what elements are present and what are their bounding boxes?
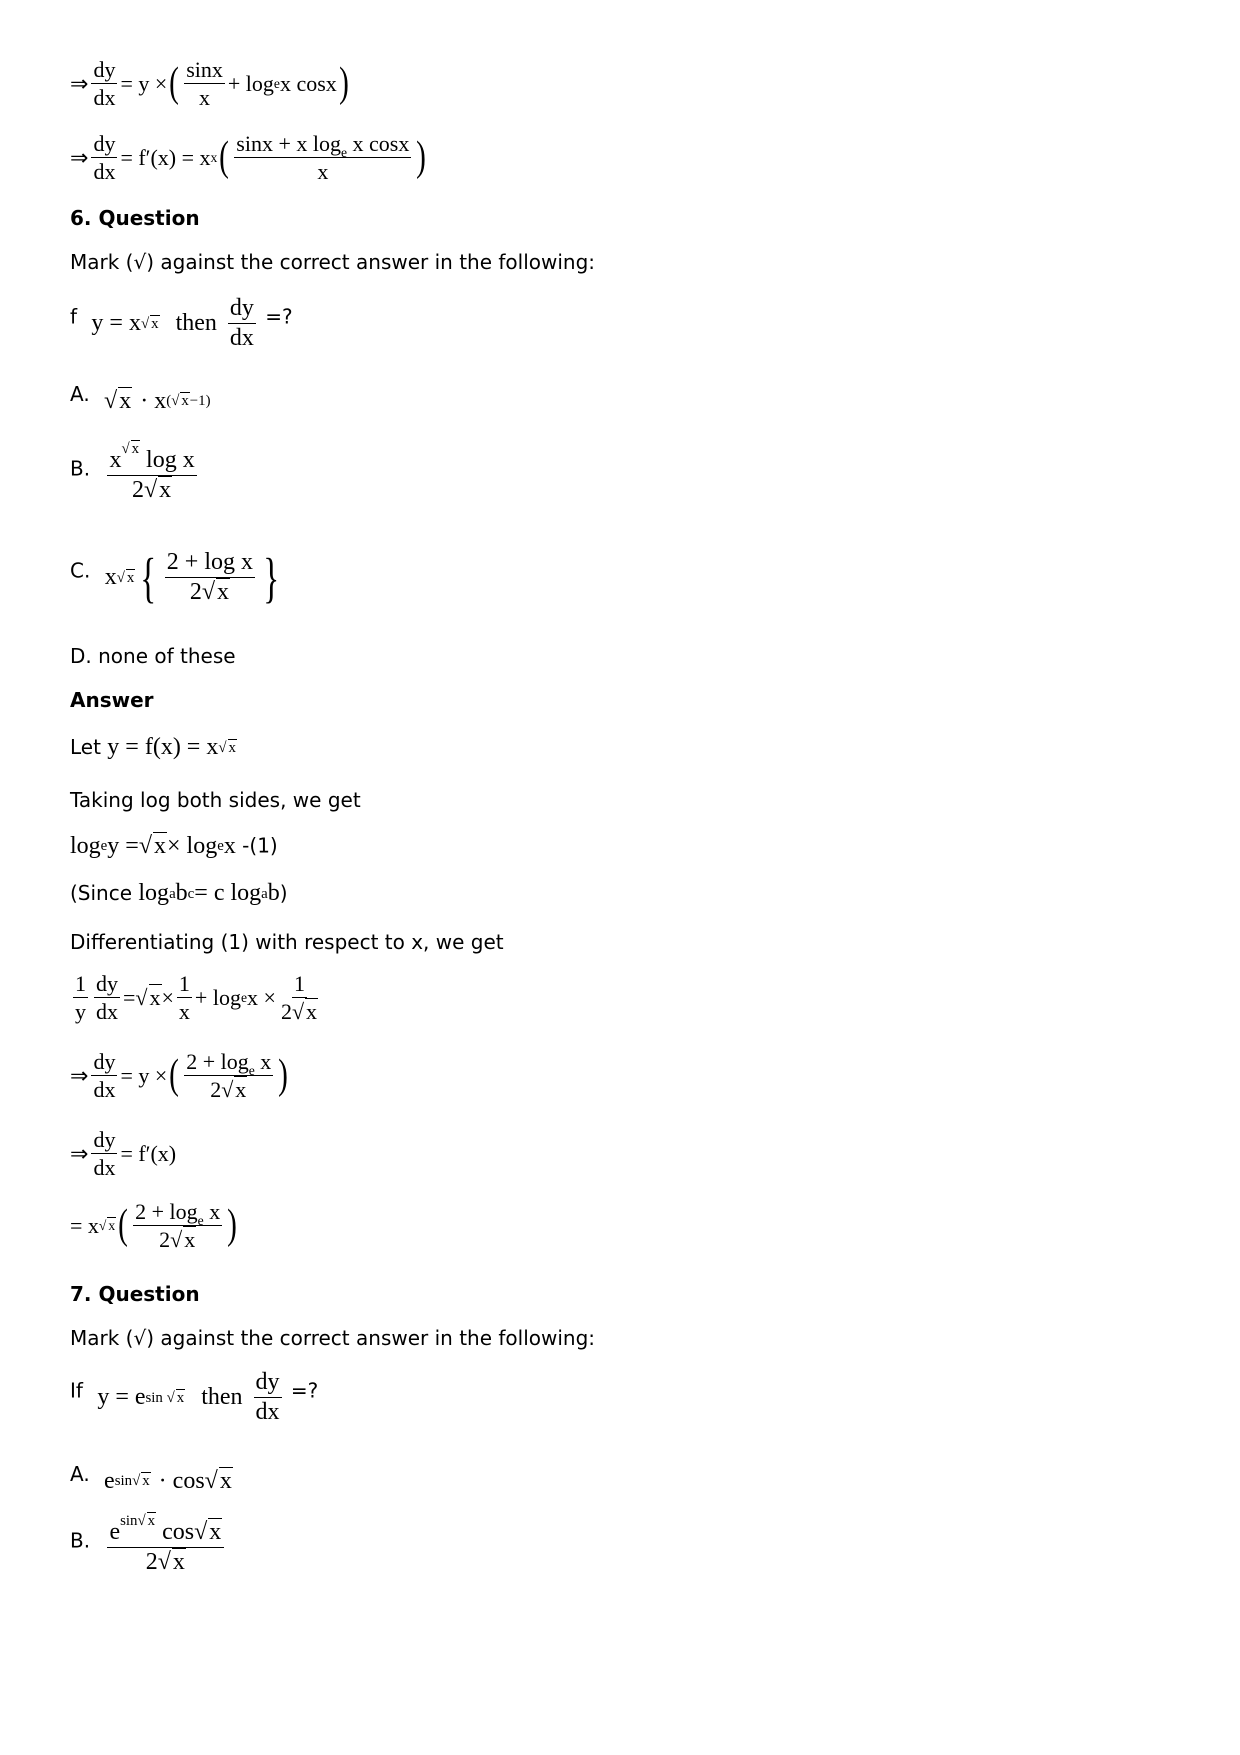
option-c[interactable]: C. x √ x { $\frac{\text{2 + log x}}{2√x}$ } <box>70 546 280 608</box>
question-6-prompt: f y = x √ x then $\frac{dy}{dx}$ =? <box>70 295 293 352</box>
answer-derivative-3: ⇒ $\frac{dy}{dx}$ = f′(x) <box>70 1127 177 1181</box>
implies-symbol: ⇒ <box>70 70 89 96</box>
question-6-instruction: Mark (√) against the correct answer in the following: <box>70 250 596 274</box>
option-label: C. <box>70 558 91 583</box>
option-d[interactable]: D. none of these <box>70 644 236 668</box>
answer-differentiating: Differentiating (1) with respect to x, we get <box>70 930 504 954</box>
q7-option-b[interactable]: B. $\frac{e^{sin√ x} \cos√x}{2√x}$ <box>70 1520 227 1575</box>
answer-since-note: (Since log a b c = c log a b ) <box>70 880 288 906</box>
option-label: B. <box>70 1528 91 1553</box>
option-label: A. <box>70 382 90 406</box>
answer-derivative-1: $\frac{1}{y}$ $\frac{dy}{dx}$ = √ x × $\frac{1}{x}$ + log e x × $\frac{1}{2√x}$ <box>75 971 318 1025</box>
dy-dx-fraction: $\frac{dy}{dx}$ <box>93 131 116 185</box>
question-6-heading: 6. Question <box>70 206 200 230</box>
prev-line-2: ⇒ $\frac{dy}{dx}$ = f′(x) = x x ( $\frac{\sin x + x \log_e x \cos x}{x}$ ) <box>70 131 427 185</box>
option-b[interactable]: B. $\frac{x^{√ x} \log x}{2√x}$ <box>70 440 195 504</box>
answer-equation-1: log e y = √ x × log e x -(1) <box>70 832 278 859</box>
prev-line-1: ⇒ $\frac{dy}{dx}$ = y × ( $\frac{\sin x}{x}$ + log e x cosx ) <box>70 57 349 111</box>
q7-option-a[interactable]: A. e sin√ x · cos √ x <box>70 1462 232 1494</box>
answer-heading: Answer <box>70 688 154 712</box>
implies-symbol: ⇒ <box>70 1140 89 1166</box>
answer-derivative-2: ⇒ $\frac{dy}{dx}$ = y × ( $\frac{2 + \log_e x}{2√x}$ ) <box>70 1049 289 1103</box>
answer-derivative-4: = x √ x ( $\frac{2 + \log_e x}{2√x}$ ) <box>70 1199 238 1253</box>
option-label: B. <box>70 456 91 481</box>
question-7-prompt: If y = e sin √ x then $\frac{dy}{dx}$ =? <box>70 1369 319 1426</box>
option-a[interactable]: A. √ x · x (√ x−1) <box>70 382 211 414</box>
option-label: D. <box>70 644 92 668</box>
answer-taking-log: Taking log both sides, we get <box>70 788 361 812</box>
dy-dx-fraction: $\frac{dy}{dx}$ <box>93 57 116 111</box>
implies-symbol: ⇒ <box>70 144 89 170</box>
option-label: A. <box>70 1462 90 1486</box>
answer-let-line: Let y = f(x) = x √ x <box>70 734 236 760</box>
question-7-instruction: Mark (√) against the correct answer in the following: <box>70 1326 596 1350</box>
question-7-heading: 7. Question <box>70 1282 200 1306</box>
implies-symbol: ⇒ <box>70 1062 89 1088</box>
